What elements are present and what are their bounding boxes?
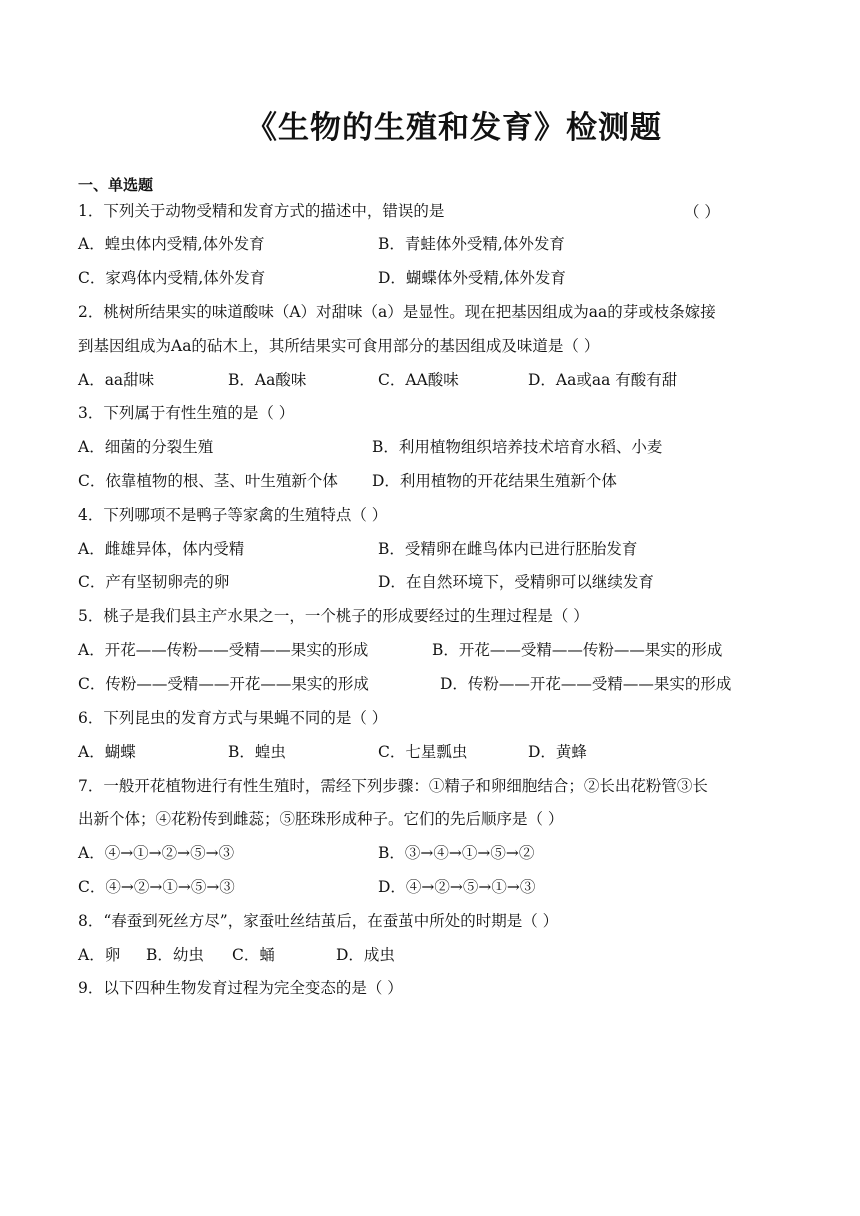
q8-option-a: A．卵 xyxy=(78,946,121,964)
question-6: 6．下列昆虫的发育方式与果蝇不同的是（ ） xyxy=(78,709,388,727)
q7-option-d: D．④→②→⑤→①→③ xyxy=(378,878,536,896)
question-8: 8．“春蚕到死丝方尽”，家蚕吐丝结茧后，在蚕茧中所处的时期是（ ） xyxy=(78,912,559,930)
q5-option-c: C．传粉——受精——开花——果实的形成 xyxy=(78,675,369,693)
question-3: 3．下列属于有性生殖的是（ ） xyxy=(78,404,295,422)
question-1-answer-blank: （ ） xyxy=(684,203,720,221)
q5-option-b: B．开花——受精——传粉——果实的形成 xyxy=(432,641,723,659)
question-7-line-1: 7．一般开花植物进行有性生殖时，需经下列步骤：①精子和卵细胞结合；②长出花粉管③长 xyxy=(78,777,708,795)
q7-option-c: C．④→②→①→⑤→③ xyxy=(78,878,235,896)
section-heading: 一、单选题 xyxy=(78,176,154,194)
q8-option-b: B．幼虫 xyxy=(146,946,204,964)
q8-option-c: C．蛹 xyxy=(232,946,275,964)
question-2-line-1: 2．桃树所结果实的味道酸味（A）对甜味（a）是显性。现在把基因组成为aa的芽或枝条嫁接 xyxy=(78,303,716,321)
q2-option-d: D．Aa或aa 有酸有甜 xyxy=(528,371,678,389)
question-5: 5．桃子是我们县主产水果之一，一个桃子的形成要经过的生理过程是（ ） xyxy=(78,607,589,625)
question-1: 1．下列关于动物受精和发育方式的描述中，错误的是 xyxy=(78,202,445,220)
q2-option-b: B．Aa酸味 xyxy=(228,371,307,389)
q1-option-a: A．蝗虫体内受精,体外发育 xyxy=(78,235,265,253)
q3-option-d: D．利用植物的开花结果生殖新个体 xyxy=(372,472,617,490)
q2-option-a: A．aa甜味 xyxy=(78,371,155,389)
question-9: 9．以下四种生物发育过程为完全变态的是（ ） xyxy=(78,979,403,997)
q3-option-a: A．细菌的分裂生殖 xyxy=(78,438,214,456)
q1-option-c: C．家鸡体内受精,体外发育 xyxy=(78,269,266,287)
document-title: 《生物的生殖和发育》检测题 xyxy=(246,110,662,146)
q4-option-d: D．在自然环境下，受精卵可以继续发育 xyxy=(378,573,654,591)
q5-option-a: A．开花——传粉——受精——果实的形成 xyxy=(78,641,369,659)
q2-option-c: C．AA酸味 xyxy=(378,371,459,389)
q6-option-c: C．七星瓢虫 xyxy=(378,743,468,761)
q1-option-d: D．蝴蝶体外受精,体外发育 xyxy=(378,269,566,287)
q7-option-a: A．④→①→②→⑤→③ xyxy=(78,844,235,862)
q6-option-d: D．黄蜂 xyxy=(528,743,587,761)
q6-option-a: A．蝴蝶 xyxy=(78,743,136,761)
q4-option-a: A．雌雄异体，体内受精 xyxy=(78,540,245,558)
q3-option-b: B．利用植物组织培养技术培育水稻、小麦 xyxy=(372,438,663,456)
q3-option-c: C．依靠植物的根、茎、叶生殖新个体 xyxy=(78,472,338,490)
question-2-line-2: 到基因组成为Aa的砧木上，其所结果实可食用部分的基因组成及味道是（ ） xyxy=(78,337,600,355)
question-4: 4．下列哪项不是鸭子等家禽的生殖特点（ ） xyxy=(78,506,388,524)
q7-option-b: B．③→④→①→⑤→② xyxy=(378,844,535,862)
question-7-line-2: 出新个体；④花粉传到雌蕊；⑤胚珠形成种子。它们的先后顺序是（ ） xyxy=(78,810,564,828)
q4-option-b: B．受精卵在雌鸟体内已进行胚胎发育 xyxy=(378,540,638,558)
q1-option-b: B．青蛙体外受精,体外发育 xyxy=(378,235,565,253)
q5-option-d: D．传粉——开花——受精——果实的形成 xyxy=(440,675,732,693)
q6-option-b: B．蝗虫 xyxy=(228,743,286,761)
q8-option-d: D．成虫 xyxy=(336,946,395,964)
q4-option-c: C．产有坚韧卵壳的卵 xyxy=(78,573,230,591)
